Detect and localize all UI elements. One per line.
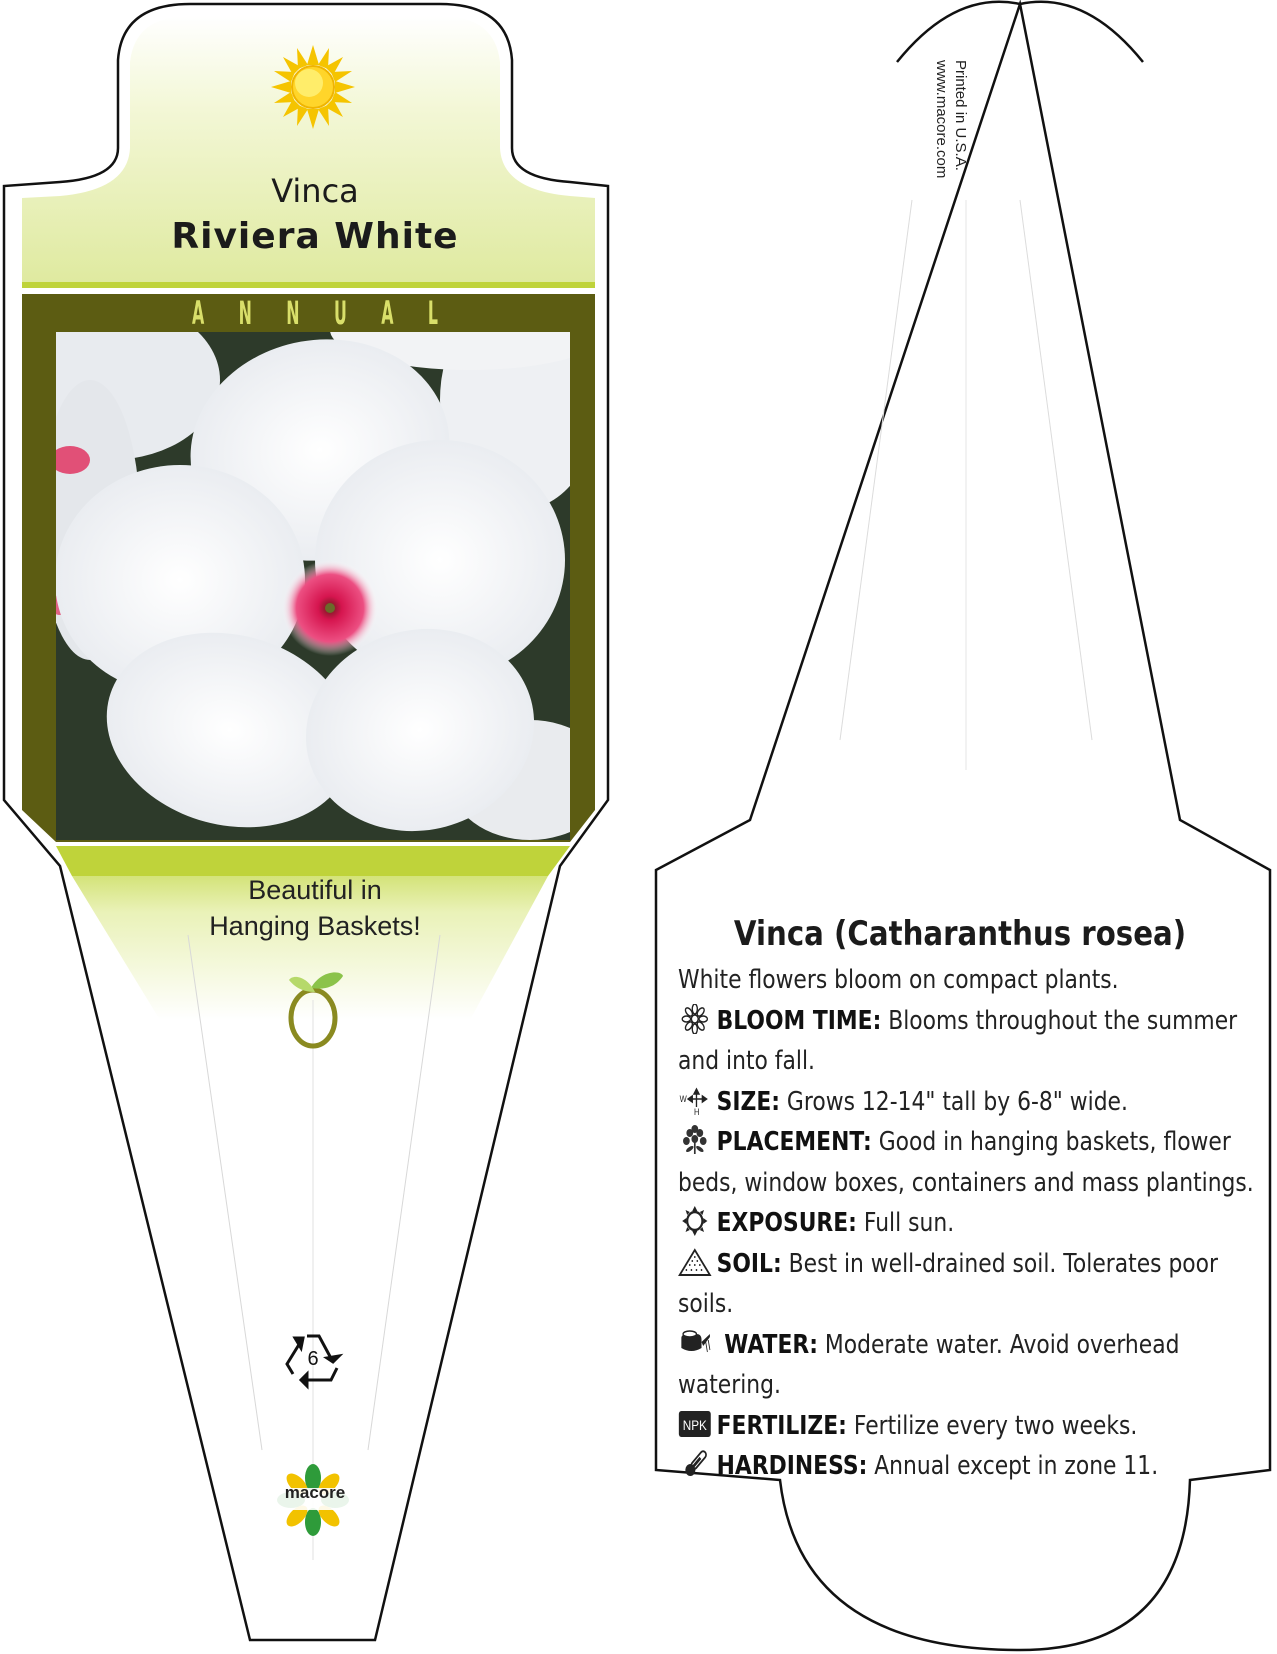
care-label: EXPOSURE: [716, 1208, 857, 1238]
category-letter: N [286, 294, 300, 332]
care-text: Fertilize every two weeks. [846, 1410, 1138, 1441]
care-item-fertilize [678, 1406, 1266, 1447]
care-label: SOIL: [716, 1248, 782, 1279]
intro-text: White flowers bloom on compact plants. [678, 965, 1119, 995]
care-text: Good in hanging baskets, flower beds, window boxes, containers and mass plantings. [678, 1127, 1254, 1198]
care-label: HARDINESS: [716, 1451, 868, 1481]
care-label: FERTILIZE: [716, 1410, 847, 1441]
category-letter: N [238, 294, 252, 332]
soil-icon [678, 1247, 712, 1277]
care-item-bloom [678, 1001, 1266, 1082]
care-item-soil [678, 1244, 1266, 1325]
plant-variety: Riviera White [171, 216, 459, 257]
height-letter: H [693, 1105, 700, 1115]
care-text: Moderate water. Avoid overhead watering. [678, 1329, 1180, 1400]
care-text: Best in well-drained soil. Tolerates poor soils. [678, 1248, 1219, 1319]
care-item-placement [678, 1122, 1266, 1203]
care-label: PLACEMENT: [716, 1127, 872, 1157]
category-letter: A [191, 294, 205, 332]
printed-line: Printed in U.S.A. [952, 60, 969, 171]
care-item-size [678, 1082, 1266, 1123]
thermometer-icon [678, 1449, 712, 1479]
brand-name: macore [284, 1483, 346, 1502]
care-text: Blooms throughout the summer and into fall. [678, 1005, 1238, 1076]
care-label: SIZE: [716, 1086, 780, 1117]
care-item-hardiness [678, 1446, 1266, 1487]
npk-label: NPK [682, 1416, 707, 1433]
size-arrows-icon [678, 1085, 712, 1115]
category-letter: L [427, 294, 439, 332]
care-label: BLOOM TIME: [716, 1005, 882, 1036]
tagline-line-1: Beautiful in [248, 875, 382, 905]
flower-photo [0, 290, 610, 856]
sun-outline-icon [678, 1206, 712, 1236]
flower-icon [678, 1004, 712, 1034]
care-label: WATER: [716, 1329, 818, 1360]
care-item-exposure [678, 1203, 1266, 1244]
sun-icon [271, 45, 355, 129]
care-text: Grows 12-14" tall by 6-8" wide. [779, 1086, 1128, 1117]
recycle-number: 6 [307, 1348, 319, 1370]
care-text: Annual except in zone 11. [867, 1451, 1159, 1481]
printed-info [930, 60, 970, 280]
width-letter: W [679, 1092, 687, 1104]
category-label [175, 294, 456, 332]
watering-can-icon [678, 1328, 712, 1358]
category-letter: U [333, 294, 347, 332]
care-item-water [678, 1325, 1266, 1406]
plant-genus: Vinca [271, 172, 359, 210]
tagline-line-2: Hanging Baskets! [209, 911, 421, 941]
back-title: Vinca (Catharanthus rosea) [733, 914, 1187, 954]
care-text: Full sun. [856, 1208, 955, 1238]
npk-icon [678, 1409, 712, 1439]
website: www.macore.com [933, 60, 950, 179]
care-instructions [678, 960, 1266, 1487]
placement-icon [678, 1125, 712, 1155]
tagline [150, 872, 480, 944]
category-letter: A [381, 294, 394, 332]
